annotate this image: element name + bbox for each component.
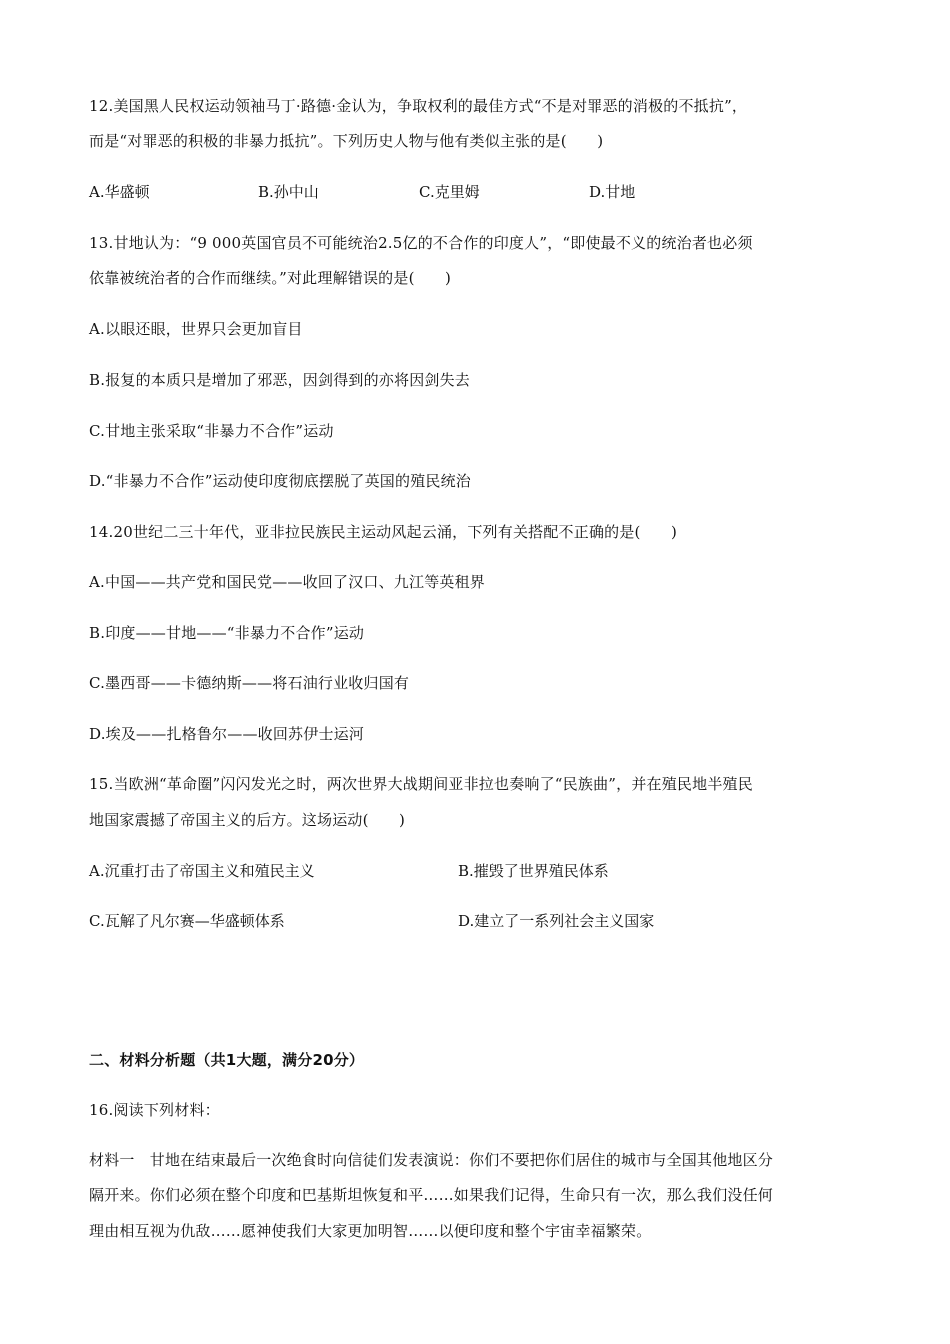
question-13-stem-line1: 13.甘地认为：“9 000英国官员不可能统治2.5亿的不合作的印度人”，“即使最不义的统治者也必须 — [89, 234, 753, 252]
material-1-line3: 理由相互视为仇敌……愿神使我们大家更加明智……以便印度和整个宇宙幸福繁荣。 — [89, 1222, 652, 1240]
question-12-stem-line2: 而是“对罪恶的积极的非暴力抵抗”。下列历史人物与他有类似主张的是( ) — [89, 132, 604, 150]
question-14-option-b: B.印度——甘地——“非暴力不合作”运动 — [89, 624, 365, 642]
question-15-option-a: A.沉重打击了帝国主义和殖民主义 — [89, 862, 315, 880]
question-15-stem-line2: 地国家震撼了帝国主义的后方。这场运动( ) — [89, 811, 406, 829]
question-14-option-d: D.埃及——扎格鲁尔——收回苏伊士运河 — [89, 725, 365, 743]
material-1-line1: 材料一 甘地在结束最后一次绝食时向信徒们发表演说：你们不要把你们居住的城市与全国其他地区分 — [89, 1151, 774, 1169]
question-13-option-b: B.报复的本质只是增加了邪恶，因剑得到的亦将因剑失去 — [89, 371, 470, 389]
question-14-stem: 14.20世纪二三十年代，亚非拉民族民主运动风起云涌，下列有关搭配不正确的是( ) — [89, 523, 678, 541]
question-13-option-d: D.“非暴力不合作”运动使印度彻底摆脱了英国的殖民统治 — [89, 472, 471, 490]
question-16-intro: 16.阅读下列材料： — [89, 1101, 220, 1119]
question-14-option-c: C.墨西哥——卡德纳斯——将石油行业收归国有 — [89, 674, 410, 692]
question-15-option-c: C.瓦解了凡尔赛—华盛顿体系 — [89, 912, 285, 930]
material-1-line2: 隔开来。你们必须在整个印度和巴基斯坦恢复和平……如果我们记得，生命只有一次，那么我们没任何 — [89, 1186, 774, 1204]
question-15-option-b: B.摧毁了世界殖民体系 — [458, 862, 609, 880]
question-13-option-a: A.以眼还眼，世界只会更加盲目 — [89, 320, 303, 338]
question-12-option-b: B.孙中山 — [258, 183, 319, 201]
question-13-option-c: C.甘地主张采取“非暴力不合作”运动 — [89, 422, 334, 440]
question-15-stem-line1: 15.当欧洲“革命圈”闪闪发光之时，两次世界大战期间亚非拉也奏响了“民族曲”，并在殖民地半殖民 — [89, 775, 753, 793]
section-2-heading: 二、材料分析题（共1大题，满分20分） — [89, 1051, 365, 1069]
question-12-option-c: C.克里姆 — [419, 183, 480, 201]
question-13-stem-line2: 依靠被统治者的合作而继续。”对此理解错误的是( ) — [89, 269, 452, 287]
question-12-option-d: D.甘地 — [589, 183, 636, 201]
question-15-option-d: D.建立了一系列社会主义国家 — [458, 912, 655, 930]
question-12-stem-line1: 12.美国黑人民权运动领袖马丁·路德·金认为，争取权利的最佳方式“不是对罪恶的消极的不抵抗”， — [89, 97, 748, 115]
question-14-option-a: A.中国——共产党和国民党——收回了汉口、九江等英租界 — [89, 573, 486, 591]
question-12-option-a: A.华盛顿 — [89, 183, 150, 201]
